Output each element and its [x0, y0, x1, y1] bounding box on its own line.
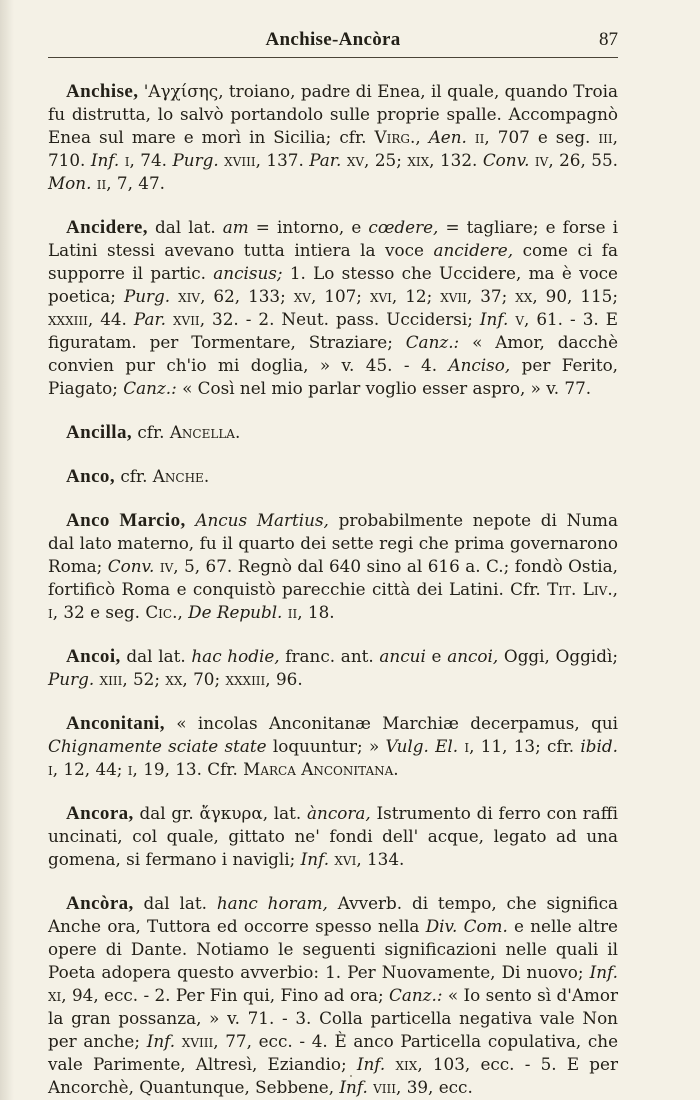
dictionary-entry: [48, 465, 618, 488]
entry-headword: Anco Marcio,: [66, 510, 186, 531]
running-head: Anchise-Ancòra: [265, 29, 401, 50]
italic-text: Inf.: [479, 309, 509, 329]
entry-text: probabilmente nepote di Numa dal lato materno, fu il quarto dei sette regi che prima governarono Roma;: [48, 510, 618, 576]
entry-text: 1. Lo stesso che Uccidere, ma è voce poetica;: [48, 263, 618, 306]
entry-text: cfr.: [132, 422, 170, 442]
entry-text: ,: [612, 579, 618, 599]
smallcaps-text: ii: [96, 173, 107, 193]
entry-text: , 61. - 3. E figuratam. per Tormentare, Straziare;: [48, 309, 618, 352]
italic-text: am: [222, 217, 249, 237]
italic-text: Inf.: [339, 1077, 368, 1097]
smallcaps-text: xvi: [369, 286, 392, 306]
entry-text: , 103, ecc. - 5. E per Ancorchè, Quantunque, Sebbene,: [48, 1054, 618, 1097]
entries-list: [48, 58, 618, 1099]
smallcaps-text: i: [127, 759, 133, 779]
entry-text: .: [393, 759, 399, 779]
entry-text: per Ferito, Piagato;: [48, 355, 619, 398]
entry-text: , 37;: [466, 286, 516, 306]
dictionary-entry: [48, 712, 618, 781]
dictionary-entry: [48, 80, 618, 195]
entry-text: [170, 286, 178, 306]
entry-text: , 107;: [310, 286, 370, 306]
entry-text: [385, 1054, 395, 1074]
page-number: 87: [599, 29, 618, 50]
entry-headword: Anco,: [66, 466, 115, 487]
italic-text: ancui: [379, 646, 426, 666]
smallcaps-text: i: [48, 759, 53, 779]
smallcaps-text: xv: [346, 150, 365, 170]
smallcaps-text: xix: [395, 1054, 418, 1074]
italic-text: cœdere,: [368, 217, 439, 237]
smallcaps-text: xix: [407, 150, 430, 170]
entry-text: , 707 e seg.: [484, 127, 599, 147]
page-speck: [350, 1075, 352, 1077]
entry-text: « Amor, dacchè convien pur ch'io mi doglia, » v. 45. - 4.: [48, 332, 618, 375]
entry-text: , 32. - 2. Neut. pass. Uccidersi;: [199, 309, 480, 329]
header-rule: [48, 57, 618, 58]
dictionary-entry: [48, 802, 618, 871]
smallcaps-text: i: [48, 602, 53, 622]
entry-text: dal lat.: [147, 217, 223, 237]
smallcaps-text: i: [124, 150, 130, 170]
entry-text: dal lat.: [120, 646, 192, 666]
entry-text: , 62, 133;: [200, 286, 294, 306]
entry-text: ,: [177, 602, 189, 622]
dictionary-entry: [48, 216, 618, 400]
smallcaps-text: xvii: [172, 309, 200, 329]
smallcaps-text: viii: [373, 1077, 397, 1097]
italic-text: Canz.:: [123, 378, 177, 398]
italic-text: Anciso,: [448, 355, 511, 375]
smallcaps-text: xi: [48, 985, 62, 1005]
smallcaps-text: xiv: [178, 286, 201, 306]
smallcaps-text: i: [464, 736, 470, 756]
entry-text: [467, 127, 475, 147]
smallcaps-text: xx: [165, 669, 183, 689]
smallcaps-text: xviii: [224, 150, 256, 170]
smallcaps-text: iii: [598, 127, 613, 147]
entry-text: , 7, 47.: [106, 173, 165, 193]
italic-text: Inf.: [589, 962, 618, 982]
entry-text: = tagliare; e forse i Latini stessi avevano tutta intiera la voce: [48, 217, 618, 260]
smallcaps-text: Marca Anconitana: [243, 759, 394, 779]
italic-text: Vulg. El.: [385, 736, 459, 756]
dictionary-entry: [48, 645, 618, 691]
dictionary-entry: [48, 892, 618, 1099]
entry-text: , 70;: [182, 669, 226, 689]
entry-text: e nelle altre opere di Dante. Notiamo le seguenti significazioni nelle quali il Poeta adopera questo avverbio: 1. Per Nuovamente, Di nuovo;: [48, 916, 618, 982]
smallcaps-text: Cic.: [145, 602, 178, 622]
entry-text: come ci fa supporre il partic.: [48, 240, 618, 283]
entry-headword: Anconitani,: [66, 713, 165, 734]
italic-text: Par.: [309, 150, 342, 170]
entry-text: , 94, ecc. - 2. Per Fin qui, Fino ad ora;: [61, 985, 390, 1005]
entry-text: Avverb. di tempo, che significa Anche ora, Tuttora ed occorre spesso nella: [48, 893, 618, 936]
entry-text: = intorno, e: [248, 217, 369, 237]
italic-text: ibid.: [580, 736, 618, 756]
entry-text: , 710.: [48, 127, 618, 170]
smallcaps-text: v: [515, 309, 524, 329]
smallcaps-text: iv: [159, 556, 174, 576]
italic-text: Chignamente sciate state: [48, 736, 267, 756]
italic-text: Ancus Martius,: [195, 510, 329, 530]
entry-text: Istrumento di ferro con raffi uncinati, col quale, gittato ne' fondi dell' acque, legato ad una gomena, si fermano i navigli;: [48, 803, 618, 869]
entry-text: « Io sento sì d'Amor la gran possanza, » v. 71. - 3. Colla particella negativa vale Non per anche;: [48, 985, 618, 1051]
italic-text: Conv.: [107, 556, 155, 576]
italic-text: Div. Com.: [425, 916, 508, 936]
entry-text: , 52;: [122, 669, 166, 689]
smallcaps-text: Tit. Liv.: [547, 579, 613, 599]
entry-headword: Ancora,: [66, 803, 134, 824]
dictionary-entry: [48, 421, 618, 444]
entry-text: , 77, ecc. - 4. È anco Particella copulativa, che vale Parimente, Altresì, Eziandio;: [48, 1031, 619, 1074]
smallcaps-text: xxxiii: [48, 309, 88, 329]
entry-text: .: [203, 466, 210, 486]
entry-text: , 25;: [364, 150, 408, 170]
entry-text: , 19, 13. Cfr.: [132, 759, 244, 779]
smallcaps-text: xx: [515, 286, 533, 306]
entry-headword: Ancòra,: [66, 893, 134, 914]
entry-text: ,: [415, 127, 429, 147]
italic-text: Mon.: [48, 173, 92, 193]
entry-text: « incolas Anconitanæ Marchiæ decerpamus, qui: [164, 713, 618, 733]
entry-text: cfr.: [114, 466, 153, 486]
italic-text: Purg.: [48, 669, 95, 689]
smallcaps-text: ii: [474, 127, 485, 147]
italic-text: Inf.: [90, 150, 120, 170]
smallcaps-text: xviii: [181, 1031, 214, 1051]
entry-text: , 44.: [87, 309, 134, 329]
smallcaps-text: ii: [287, 602, 298, 622]
smallcaps-text: xvii: [440, 286, 467, 306]
entry-text: , 26, 55.: [548, 150, 618, 170]
entry-text: , 12, 44;: [52, 759, 128, 779]
entry-text: , 132.: [429, 150, 483, 170]
entry-text: , 90, 115;: [532, 286, 619, 306]
entry-text: , 32 e seg.: [52, 602, 146, 622]
smallcaps-text: Anche: [152, 466, 204, 486]
italic-text: Conv.: [482, 150, 530, 170]
entry-text: Oggi, Oggidì;: [498, 646, 618, 666]
smallcaps-text: xiii: [99, 669, 123, 689]
entry-text: dal gr. ἄγκυρα, lat.: [133, 803, 308, 823]
entry-text: franc. ant.: [279, 646, 380, 666]
italic-text: Inf.: [146, 1031, 176, 1051]
italic-text: àncora,: [307, 803, 371, 823]
binding-shadow: [0, 0, 14, 1100]
entry-text: [186, 510, 196, 530]
entry-text: 'Αγχίσης, troiano, padre di Enea, il quale, quando Troia fu distrutta, lo salvò portandolo sulle proprie spalle. Accompagnò Enea sul mare e morì in Sicilia; cfr.: [48, 81, 618, 147]
page-header: [48, 0, 618, 58]
italic-text: hac hodie,: [191, 646, 280, 666]
smallcaps-text: xxxiii: [225, 669, 266, 689]
entry-headword: Ancoi,: [66, 646, 121, 667]
entry-text: [166, 309, 173, 329]
italic-text: Purg.: [172, 150, 219, 170]
italic-text: Purg.: [123, 286, 171, 306]
entry-text: , 96.: [265, 669, 303, 689]
dictionary-entry: [48, 509, 618, 624]
smallcaps-text: iv: [534, 150, 549, 170]
italic-text: ancidere,: [433, 240, 514, 260]
italic-text: ancoi,: [447, 646, 499, 666]
entry-text: loquuntur; »: [266, 736, 386, 756]
entry-text: .: [234, 422, 241, 442]
entry-text: dal lat.: [133, 893, 217, 913]
italic-text: ancisus;: [213, 263, 283, 283]
italic-text: Aen.: [428, 127, 467, 147]
italic-text: Par.: [133, 309, 166, 329]
entry-text: e: [425, 646, 448, 666]
italic-text: Inf.: [300, 849, 330, 869]
italic-text: Canz.:: [405, 332, 460, 352]
smallcaps-text: xv: [293, 286, 311, 306]
smallcaps-text: Virg.: [374, 127, 416, 147]
italic-text: Inf.: [356, 1054, 386, 1074]
entry-text: , 18.: [297, 602, 335, 622]
entry-headword: Anchise,: [66, 81, 139, 102]
entry-text: , 39, ecc.: [396, 1077, 473, 1097]
smallcaps-text: Ancella: [169, 422, 235, 442]
entry-text: , 11, 13; cfr.: [469, 736, 581, 756]
entry-text: , 12;: [391, 286, 441, 306]
entry-text: « Così nel mio parlar voglio esser aspro, » v. 77.: [176, 378, 592, 398]
entry-text: , 134.: [356, 849, 405, 869]
entry-text: [175, 1031, 182, 1051]
smallcaps-text: xvi: [334, 849, 357, 869]
italic-text: hanc horam,: [216, 893, 328, 913]
entry-text: , 5, 67. Regnò dal 640 sino al 616 a. C.; fondò Ostia, fortificò Roma e conquistò parecchie città dei Latini. Cfr.: [48, 556, 618, 599]
italic-text: De Republ.: [188, 602, 283, 622]
italic-text: Canz.:: [389, 985, 443, 1005]
entry-text: , 74.: [129, 150, 173, 170]
entry-text: , 137.: [255, 150, 310, 170]
entry-headword: Ancidere,: [66, 217, 148, 238]
entry-headword: Ancilla,: [66, 422, 133, 443]
